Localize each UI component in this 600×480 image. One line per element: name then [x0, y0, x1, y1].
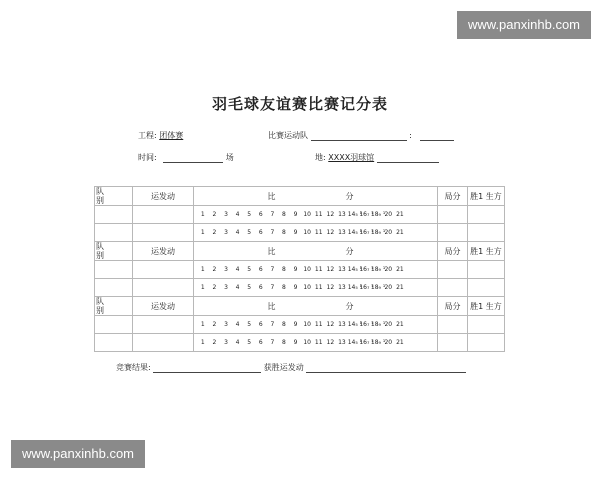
- score-number[interactable]: 8: [282, 339, 286, 346]
- score-number[interactable]: 12: [326, 229, 335, 236]
- athlete-cell[interactable]: [133, 261, 194, 279]
- score-number[interactable]: 6: [258, 339, 263, 346]
- score-number[interactable]: 5: [247, 266, 252, 273]
- score-number[interactable]: 16₇ ¹: [359, 229, 374, 236]
- athlete-header: 运发动: [133, 297, 194, 316]
- score-header: [194, 242, 438, 261]
- team-label: 比赛运动队: [268, 131, 308, 140]
- score-number[interactable]: 8: [282, 266, 286, 273]
- result-label: 竞赛结果:: [116, 363, 151, 372]
- score-number[interactable]: 2: [212, 321, 217, 328]
- score-number[interactable]: 16₇ ¹: [359, 284, 374, 291]
- score-number[interactable]: 18₉ ¹: [370, 284, 386, 291]
- game-score-header: 局分: [438, 242, 468, 261]
- score-number[interactable]: 21: [396, 211, 404, 218]
- winner-header: 胜1 生方: [468, 242, 505, 261]
- score-number[interactable]: 6: [258, 321, 263, 328]
- score-number[interactable]: 13: [338, 211, 346, 218]
- time-label: 时间:: [138, 153, 157, 162]
- score-number[interactable]: 12: [326, 339, 335, 346]
- score-number[interactable]: 21: [396, 266, 404, 273]
- winner-blank[interactable]: [306, 363, 466, 373]
- game-score-header: 局分: [438, 297, 468, 316]
- team-cell[interactable]: [95, 334, 133, 352]
- table-row: [95, 334, 505, 352]
- team-header-cell: [95, 297, 133, 316]
- score-cell: [194, 224, 438, 242]
- score-number[interactable]: 11: [314, 266, 323, 273]
- score-number[interactable]: 3: [224, 211, 228, 218]
- score-number[interactable]: 11: [314, 284, 323, 291]
- score-number[interactable]: 4: [235, 229, 240, 236]
- score-number[interactable]: 14₅ ¹: [347, 266, 363, 273]
- score-number[interactable]: 10: [303, 284, 311, 291]
- score-number[interactable]: 9: [293, 211, 298, 218]
- score-label-b: 分: [345, 246, 354, 256]
- score-number[interactable]: 2: [212, 211, 217, 218]
- score-label-a: 比: [267, 191, 276, 201]
- score-number[interactable]: 16₇ ¹: [359, 321, 374, 328]
- team-cell[interactable]: [95, 261, 133, 279]
- score-number[interactable]: 12: [326, 321, 335, 328]
- table-row: [95, 206, 505, 224]
- score-number[interactable]: 3: [224, 284, 228, 291]
- score-number[interactable]: 14₅ ¹: [347, 339, 363, 346]
- venue-suffix: 场: [225, 153, 234, 162]
- game-score-cell[interactable]: [438, 316, 468, 334]
- score-number[interactable]: 7: [270, 229, 275, 236]
- winner-cell[interactable]: [468, 261, 505, 279]
- place-field: [315, 152, 439, 163]
- team-header-cell: [95, 242, 133, 261]
- score-number[interactable]: 10: [303, 321, 311, 328]
- score-number[interactable]: 13: [338, 229, 346, 236]
- score-label-a: 比: [267, 246, 276, 256]
- score-label-a: 比: [267, 301, 276, 311]
- score-number[interactable]: 7: [270, 211, 275, 218]
- team-label-bottom: 别: [96, 196, 104, 205]
- score-number[interactable]: 9: [293, 266, 298, 273]
- score-number[interactable]: 10: [303, 229, 311, 236]
- team-header-cell: [95, 187, 133, 206]
- athlete-cell[interactable]: [133, 206, 194, 224]
- winner-cell[interactable]: [468, 279, 505, 297]
- score-number[interactable]: 4: [235, 266, 240, 273]
- team-label-top: 队: [96, 187, 104, 196]
- score-number[interactable]: 12: [326, 284, 335, 291]
- score-number[interactable]: 10: [303, 211, 311, 218]
- score-number[interactable]: 9: [293, 339, 298, 346]
- score-number[interactable]: 4: [235, 211, 240, 218]
- score-number[interactable]: 9: [293, 321, 298, 328]
- table-header-row: [95, 242, 505, 261]
- winner-cell[interactable]: [468, 206, 505, 224]
- winner-header: 胜1 生方: [468, 297, 505, 316]
- score-number[interactable]: 16₇ ¹: [359, 211, 374, 218]
- score-number[interactable]: 1: [200, 211, 205, 218]
- score-number[interactable]: 2: [212, 266, 217, 273]
- score-number[interactable]: 6: [258, 211, 263, 218]
- score-number[interactable]: 12: [326, 211, 335, 218]
- score-number[interactable]: 6: [258, 266, 263, 273]
- project-label: 工程:: [138, 131, 157, 140]
- score-number[interactable]: 20: [384, 284, 393, 291]
- score-number[interactable]: 2: [212, 284, 217, 291]
- score-number[interactable]: 14₅ ¹: [347, 229, 363, 236]
- score-label-b: 分: [345, 191, 354, 201]
- team-cell[interactable]: [95, 279, 133, 297]
- athlete-cell[interactable]: [133, 334, 194, 352]
- score-number[interactable]: 3: [224, 321, 228, 328]
- table-header-row: [95, 187, 505, 206]
- watermark-bottom: www.panxinhb.com: [11, 440, 145, 468]
- score-label-b: 分: [345, 301, 354, 311]
- team-label-top: 队: [96, 242, 104, 251]
- place-line[interactable]: [377, 153, 439, 163]
- score-number[interactable]: 3: [224, 229, 228, 236]
- score-number[interactable]: 4: [235, 284, 240, 291]
- score-cell: [194, 334, 438, 352]
- score-number[interactable]: 11: [314, 211, 323, 218]
- team-field: [268, 130, 454, 141]
- game-score-cell[interactable]: [438, 224, 468, 242]
- score-cell: [194, 206, 438, 224]
- score-number[interactable]: 12: [326, 266, 335, 273]
- score-table: [94, 186, 505, 352]
- score-number[interactable]: 3: [224, 339, 228, 346]
- score-number[interactable]: 16₇ ¹: [359, 266, 374, 273]
- score-number[interactable]: 13: [338, 266, 346, 273]
- score-number[interactable]: 20: [384, 321, 393, 328]
- score-number[interactable]: 20: [384, 211, 393, 218]
- score-number[interactable]: 8: [282, 229, 286, 236]
- time-line[interactable]: [163, 153, 223, 163]
- athlete-header: 运发动: [133, 187, 194, 206]
- score-cell: [194, 261, 438, 279]
- score-number[interactable]: 3: [224, 266, 228, 273]
- project-value: 团体赛: [159, 131, 184, 140]
- score-number[interactable]: 16₇ ¹: [359, 339, 374, 346]
- score-number[interactable]: 2: [212, 339, 217, 346]
- game-score-cell[interactable]: [438, 334, 468, 352]
- score-number[interactable]: 9: [293, 284, 298, 291]
- score-number[interactable]: 18₉ ¹: [370, 266, 386, 273]
- score-number[interactable]: 21: [396, 284, 404, 291]
- score-number[interactable]: 20: [384, 229, 393, 236]
- table-row: [95, 224, 505, 242]
- game-score-cell[interactable]: [438, 279, 468, 297]
- athlete-cell[interactable]: [133, 279, 194, 297]
- table-row: [95, 261, 505, 279]
- score-number[interactable]: 18₉ ¹: [370, 211, 386, 218]
- score-number[interactable]: 6: [258, 229, 263, 236]
- score-number[interactable]: 18₉ ¹: [370, 339, 386, 346]
- winner-cell[interactable]: [468, 316, 505, 334]
- winner-cell[interactable]: [468, 334, 505, 352]
- score-number[interactable]: 1: [200, 229, 205, 236]
- score-number[interactable]: 4: [235, 321, 240, 328]
- score-cell: [194, 316, 438, 334]
- watermark-top: www.panxinhb.com: [457, 11, 591, 39]
- score-number[interactable]: 21: [396, 229, 404, 236]
- score-number[interactable]: 2: [212, 229, 217, 236]
- team-label-top: 队: [96, 297, 104, 306]
- score-number[interactable]: 18₉ ¹: [370, 321, 386, 328]
- score-number[interactable]: 7: [270, 284, 275, 291]
- team-line[interactable]: [311, 131, 407, 141]
- team-line-2[interactable]: [420, 131, 454, 141]
- team-label-bottom: 别: [96, 306, 104, 315]
- score-number[interactable]: 8: [282, 284, 286, 291]
- score-number[interactable]: 20: [384, 339, 393, 346]
- project-field: [138, 130, 183, 141]
- score-cell: [194, 279, 438, 297]
- team-cell[interactable]: [95, 224, 133, 242]
- athlete-cell[interactable]: [133, 316, 194, 334]
- team-label-bottom: 别: [96, 251, 104, 260]
- game-score-cell[interactable]: [438, 261, 468, 279]
- score-number[interactable]: 6: [258, 284, 263, 291]
- score-number[interactable]: 1: [200, 284, 205, 291]
- score-number[interactable]: 18₉ ¹: [370, 229, 386, 236]
- score-number[interactable]: 14₅ ¹: [347, 321, 363, 328]
- winner-cell[interactable]: [468, 224, 505, 242]
- score-number[interactable]: 10: [303, 266, 311, 273]
- score-number[interactable]: 7: [270, 339, 275, 346]
- score-number[interactable]: 1: [200, 266, 205, 273]
- score-number[interactable]: 13: [338, 321, 346, 328]
- score-number[interactable]: 4: [235, 339, 240, 346]
- score-number[interactable]: 5: [247, 321, 252, 328]
- score-number[interactable]: 7: [270, 266, 275, 273]
- score-number[interactable]: 11: [314, 321, 323, 328]
- score-number[interactable]: 13: [338, 284, 346, 291]
- score-number[interactable]: 7: [270, 321, 275, 328]
- score-header: [194, 187, 438, 206]
- athlete-header: 运发动: [133, 242, 194, 261]
- score-number[interactable]: 14₅ ¹: [347, 284, 363, 291]
- score-number[interactable]: 1: [200, 321, 205, 328]
- score-number[interactable]: 5: [247, 229, 252, 236]
- score-number[interactable]: 21: [396, 339, 404, 346]
- place-label: 地:: [315, 153, 326, 162]
- time-field: [138, 152, 234, 163]
- score-number[interactable]: 13: [338, 339, 346, 346]
- score-number[interactable]: 20: [384, 266, 393, 273]
- team-colon: :: [409, 131, 412, 140]
- score-number[interactable]: 5: [247, 339, 252, 346]
- place-value: XXXX羽球馆: [328, 153, 375, 162]
- result-blank[interactable]: [153, 363, 261, 373]
- result-line: [116, 362, 466, 373]
- winner-header: 胜1 生方: [468, 187, 505, 206]
- score-number[interactable]: 5: [247, 284, 252, 291]
- score-number[interactable]: 21: [396, 321, 404, 328]
- page-title: 羽毛球友谊赛比赛记分表: [211, 95, 388, 113]
- table-row: [95, 316, 505, 334]
- score-number[interactable]: 8: [282, 211, 286, 218]
- score-number[interactable]: 10: [303, 339, 311, 346]
- winner-label: 获胜运发动: [263, 363, 304, 372]
- table-header-row: [95, 297, 505, 316]
- score-header: [194, 297, 438, 316]
- score-number[interactable]: 9: [293, 229, 298, 236]
- game-score-cell[interactable]: [438, 206, 468, 224]
- score-number[interactable]: 11: [314, 229, 323, 236]
- athlete-cell[interactable]: [133, 224, 194, 242]
- score-number[interactable]: 11: [314, 339, 323, 346]
- score-number[interactable]: 1: [200, 339, 205, 346]
- score-number[interactable]: 5: [247, 211, 252, 218]
- score-number[interactable]: 14₅ ¹: [347, 211, 363, 218]
- team-cell[interactable]: [95, 206, 133, 224]
- game-score-header: 局分: [438, 187, 468, 206]
- table-row: [95, 279, 505, 297]
- team-cell[interactable]: [95, 316, 133, 334]
- score-number[interactable]: 8: [282, 321, 286, 328]
